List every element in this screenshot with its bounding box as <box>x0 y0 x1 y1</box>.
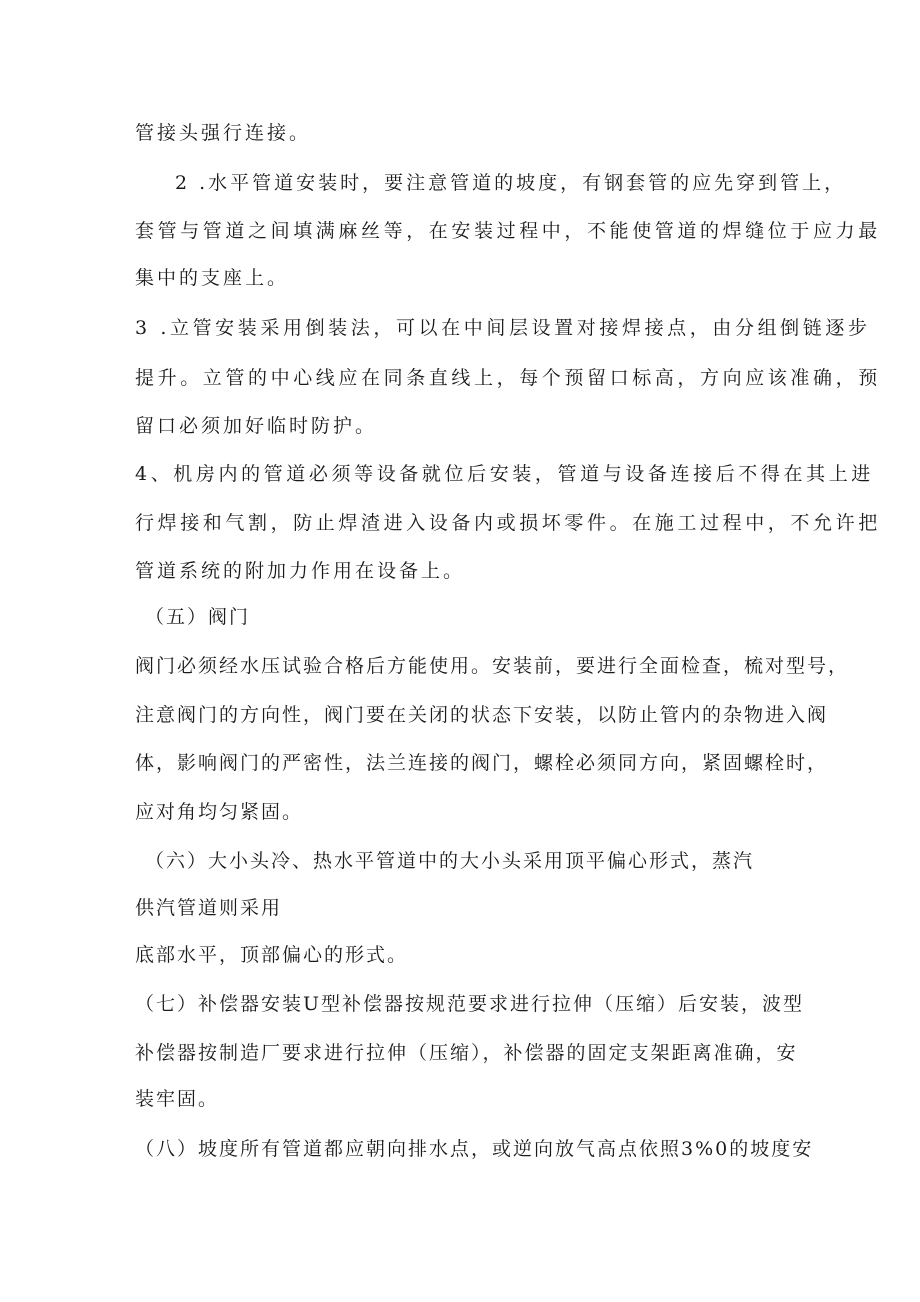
text-line: 2 .水平管道安装时，要注意管道的坡度，有钢套管的应先穿到管上， <box>175 172 847 194</box>
text-line: 4、机房内的管道必须等设备就位后安装，管道与设备连接后不得在其上进 <box>135 463 874 485</box>
section-heading: （八）坡度所有管道都应朝向排水点，或逆向放气高点依照3%0的坡度安 <box>135 1138 814 1160</box>
text-line: 行焊接和气割，防止焊渣进入设备内或损坏零件。在施工过程中，不允许把 <box>135 512 881 534</box>
text-line: 应对角均匀紧固。 <box>135 801 304 823</box>
text-line: 集中的支座上。 <box>135 267 290 289</box>
text-line: 装牢固。 <box>135 1088 220 1110</box>
text-line: 注意阀门的方向性，阀门要在关闭的状态下安装，以防止管内的杂物进入阀 <box>135 704 829 726</box>
text-line: 留口必须加好临时防护。 <box>135 415 378 437</box>
section-heading: （五）阀门 <box>145 606 251 628</box>
text-line: 补偿器按制造厂要求进行拉伸（压缩），补偿器的固定支架距离准确，安 <box>135 1042 798 1064</box>
section-heading: （七）补偿器安装U型补偿器按规范要求进行拉伸（压缩）后安装，波型 <box>135 993 805 1015</box>
text-line: 底部水平，顶部偏心的形式。 <box>135 944 409 966</box>
text-line: 提升。立管的中心线应在同条直线上，每个预留口标高，方向应该准确，预 <box>135 367 881 389</box>
text-line: 管道系统的附加力作用在设备上。 <box>135 560 466 582</box>
text-line: 套管与管道之间填满麻丝等，在安装过程中，不能使管道的焊缝位于应力最 <box>135 220 881 242</box>
section-heading: （六）大小头冷、热水平管道中的大小头采用顶平偏心形式，蒸汽 <box>145 850 755 872</box>
text-line: 3 .立管安装采用倒装法，可以在中间层设置对接焊接点，由分组倒链逐步 <box>135 317 871 339</box>
text-line: 供汽管道则采用 <box>135 897 283 919</box>
text-line: 阀门必须经水压试验合格后方能使用。安装前，要进行全面检查，梳对型号， <box>135 655 850 677</box>
text-line: 管接头强行连接。 <box>135 122 312 144</box>
text-line: 体，影响阀门的严密性，法兰连接的阀门，螺栓必须同方向，紧固螺栓时， <box>135 752 829 774</box>
